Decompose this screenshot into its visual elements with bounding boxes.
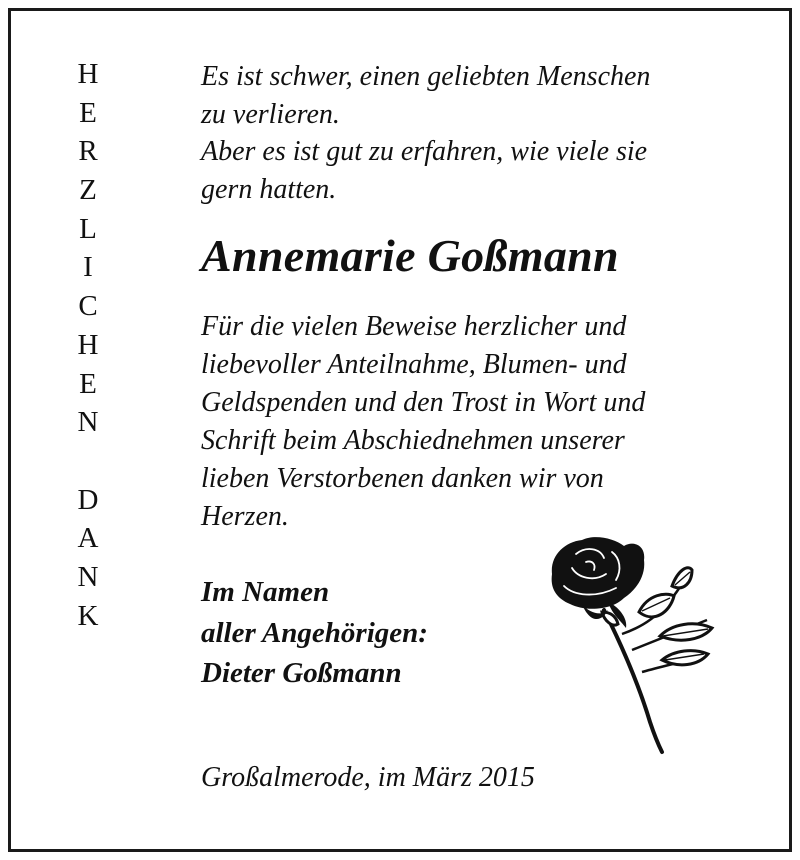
side-letter: C [78,290,98,323]
side-letter: K [77,599,99,632]
signature-line: Im Namen [201,576,330,608]
thanks-line: Herzen. [201,501,289,532]
rose-icon [542,532,722,757]
thanks-line: Schrift beim Abschiednehmen unserer [201,425,625,456]
signature-line: aller Angehörigen: [201,616,428,649]
side-letter: R [78,135,98,168]
side-heading-vertical [62,58,114,638]
deceased-name: Annemarie Goßmann [201,230,619,281]
side-letter: E [79,96,97,129]
side-letter: D [77,483,99,516]
side-letter: H [77,58,99,90]
intro-line: zu verlieren. [201,98,340,130]
word-gap [62,445,114,484]
thanks-paragraph [201,308,645,536]
thanks-line: Für die vielen Beweise herzlicher und [201,311,627,342]
side-letter: Z [79,174,97,207]
side-letter: L [79,212,97,245]
side-letter: E [79,367,97,400]
thanks-line: lieben Verstorbenen danken wir von [201,463,604,494]
thanks-line: Geldspenden und den Trost in Wort und [201,387,646,418]
intro-line: gern hatten. [201,173,337,205]
side-letter: I [83,251,93,284]
side-letter: H [77,328,99,361]
thanks-line: liebevoller Anteilnahme, Blumen- und [201,349,627,380]
signature-line: Dieter Goßmann [201,657,402,689]
side-letter: N [77,406,99,439]
signature-block [201,572,428,694]
side-letter: N [77,560,99,593]
intro-line: Es ist schwer, einen geliebten Menschen [201,61,651,92]
side-letter: A [77,522,99,555]
intro-line: Aber es ist gut zu erfahren, wie viele sie [201,136,648,167]
intro-quote [201,58,650,208]
place-date: Großalmerode, im März 2015 [201,762,535,793]
